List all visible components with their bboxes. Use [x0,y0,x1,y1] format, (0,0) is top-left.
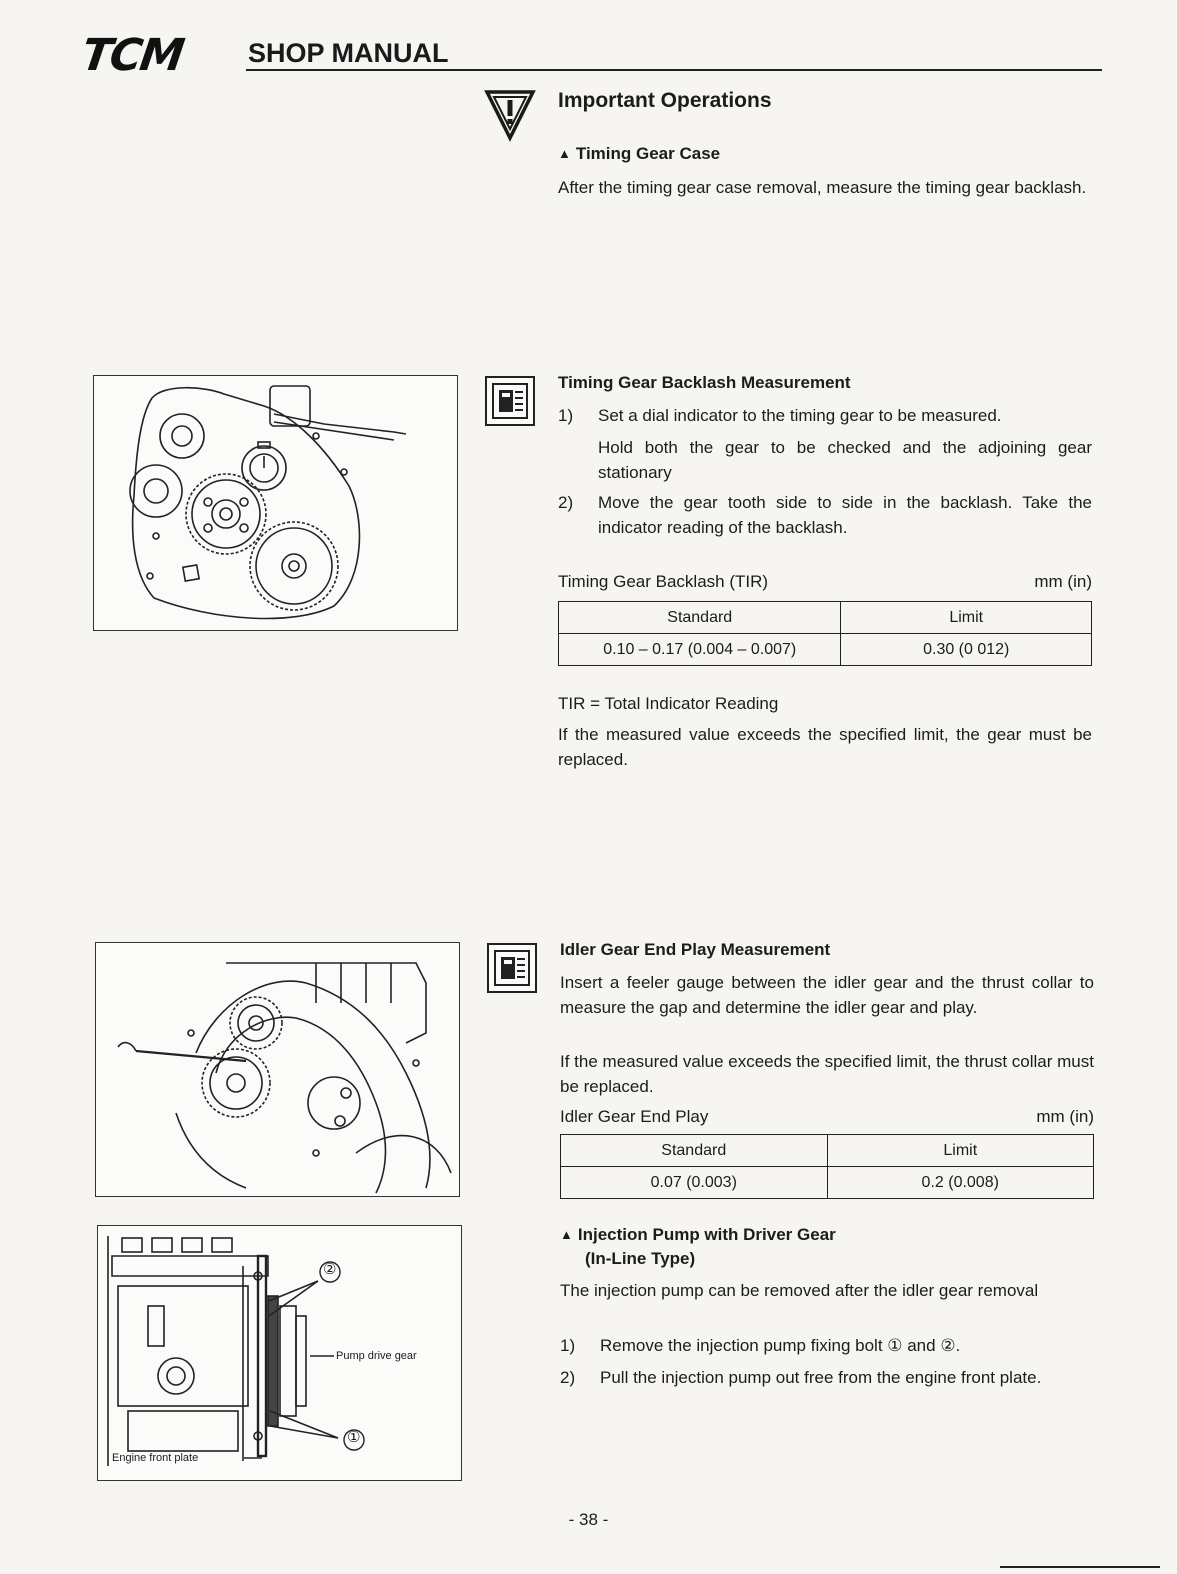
table-header-limit: Limit [827,1135,1094,1167]
injection-pump-text: The injection pump can be removed after the idler gear removal [560,1281,1039,1300]
backlash-measurement-title: Timing Gear Backlash Measurement [558,373,851,392]
tcm-logo: TCM [78,30,186,81]
table-cell-standard: 0.10 – 0.17 (0.004 – 0.007) [559,634,841,666]
table-cell-limit: 0.30 (0 012) [841,634,1092,666]
timing-gear-case-subtitle [558,144,720,164]
table-cell-limit: 0.2 (0.008) [827,1167,1094,1199]
spec-label: Timing Gear Backlash (TIR) [558,572,769,591]
list-item [560,1333,1094,1358]
table-row [561,1167,1094,1199]
measurement-manual-icon [487,943,537,993]
warning-triangle-icon [484,88,536,147]
important-operations-title: Important Operations [558,89,772,112]
injection-pump-steps [560,1333,1094,1390]
pump-drive-gear-label: Pump drive gear [336,1350,417,1362]
step-text: Move the gear tooth side to side in the backlash. Take the indicator reading of the backlash. [598,493,1092,537]
header-divider [246,69,1102,71]
step-extra-text: Hold both the gear to be checked and the adjoining gear stationary [598,438,1092,482]
backlash-spec-table [558,601,1092,666]
page-number: - 38 - [568,1510,609,1529]
table-header-standard: Standard [561,1135,828,1167]
spec-unit: mm (in) [1036,1107,1094,1126]
measurement-manual-icon [485,376,535,426]
step-text: Set a dial indicator to the timing gear to be measured. [598,406,1002,425]
injection-pump-title [560,1223,836,1271]
injection-pump-title-line2: (In-Line Type) [585,1249,696,1268]
callout-1-label: ① [347,1429,361,1446]
backlash-spec [558,571,1092,666]
idler-gear-end-play-figure [95,942,460,1197]
spec-label: Idler Gear End Play [560,1107,709,1126]
table-header-limit: Limit [841,602,1092,634]
table-row [559,634,1092,666]
engine-front-plate-label: Engine front plate [112,1452,199,1464]
step-text: Remove the injection pump fixing bolt ① and ②. [600,1336,961,1355]
list-item [558,403,1092,485]
step-number: 1) [558,406,574,425]
bullet-triangle-icon: ▲ [560,1227,573,1242]
injection-pump-figure [97,1225,462,1481]
injection-pump-title-line1: Injection Pump with Driver Gear [577,1225,836,1244]
table-cell-standard: 0.07 (0.003) [561,1167,828,1199]
step-number: 2) [560,1368,576,1387]
footer-divider [1000,1566,1160,1568]
timing-gear-case-text: After the timing gear case removal, measure the timing gear backlash. [558,178,1087,197]
backlash-replace-note: If the measured value exceeds the specified limit, the gear must be replaced. [558,725,1092,769]
step-text: Pull the injection pump out free from the engine front plate. [600,1368,1042,1387]
idler-spec-table [560,1134,1094,1199]
spec-unit: mm (in) [1034,572,1092,591]
table-header-standard: Standard [559,602,841,634]
idler-spec [560,1106,1094,1199]
list-item [560,1365,1094,1390]
idler-text-2: If the measured value exceeds the specified limit, the thrust collar must be replaced. [560,1052,1094,1096]
list-item [558,490,1092,540]
step-number: 1) [560,1336,576,1355]
timing-gear-case-label: Timing Gear Case [575,144,721,163]
callout-2-label: ② [323,1261,337,1278]
page-header-title: SHOP MANUAL [248,38,449,68]
step-number: 2) [558,493,574,512]
idler-measurement-title: Idler Gear End Play Measurement [560,940,831,959]
timing-gear-backlash-figure [93,375,458,631]
backlash-steps [558,403,1092,540]
tir-note: TIR = Total Indicator Reading [558,694,779,713]
bullet-triangle-icon: ▲ [558,146,571,161]
idler-text-1: Insert a feeler gauge between the idler gear and the thrust collar to measure the gap and determine the idler gear and play. [560,973,1094,1017]
